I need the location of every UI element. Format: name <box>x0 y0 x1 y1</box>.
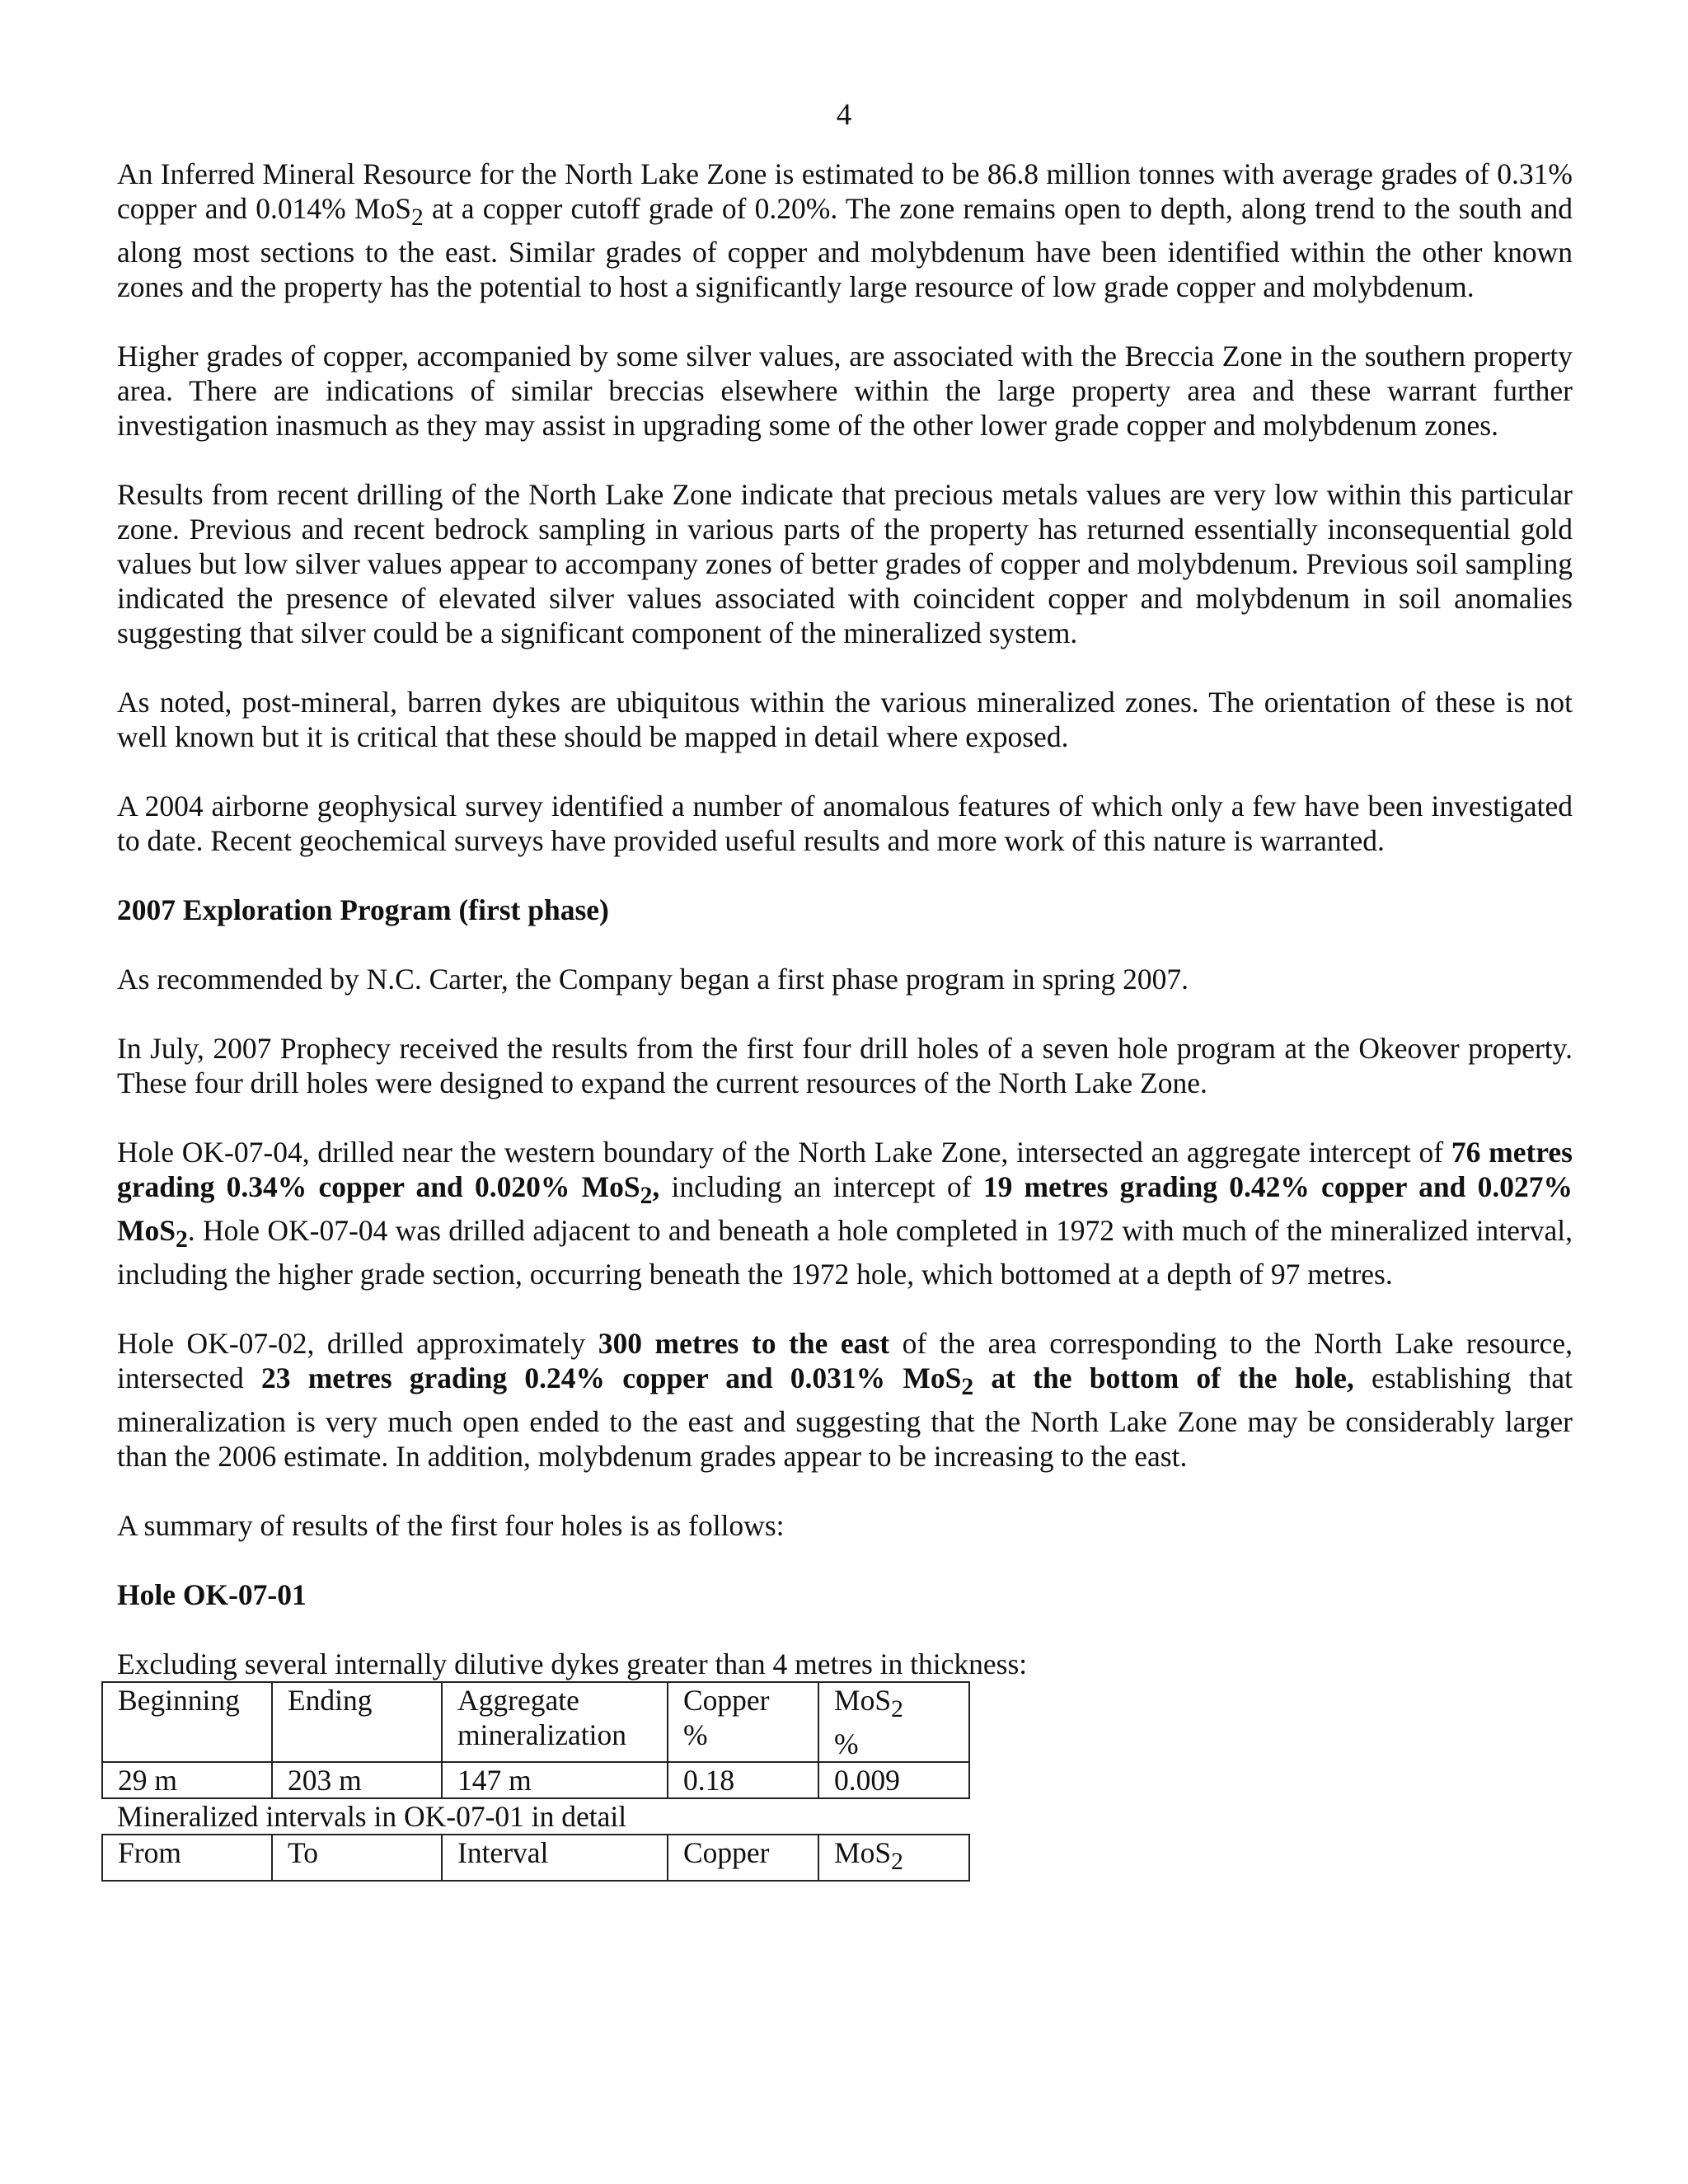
subscript: 2 <box>410 204 424 232</box>
header-cell: MoS$_2$ % <box>818 1682 969 1762</box>
section-heading: 2007 Exploration Program (first phase) <box>117 893 609 927</box>
table-cell: 29 m <box>102 1762 272 1798</box>
paragraph-drill-results: In July, 2007 Prophecy received the results from the first four drill holes of a seven hole program at the Okeover property. These four drill holes were designed to expand the current resources of the North Lake Zone. <box>117 1032 1573 1100</box>
header-cell: Copper % <box>668 1682 818 1762</box>
document-body <box>117 157 1573 1882</box>
bold-run: 23 metres grading 0.24% copper and 0.031% MoS <box>260 1361 962 1395</box>
bold-run: 300 metres to the east <box>598 1327 890 1361</box>
header-cell: MoS$_2$ <box>818 1835 969 1880</box>
text-run: Hole OK-07-02, drilled approximately <box>117 1327 598 1361</box>
table-cell: 147 m <box>442 1762 668 1798</box>
paragraph-ok-07-02 <box>117 1326 1573 1474</box>
text-run: . Hole OK-07-04 was drilled adjacent to and beneath a hole completed in 1972 with much of the mineralized interval, including the higher grade section, occurring beneath the 1972 hole, which bottomed at a depth of 97 metres. <box>117 1214 1573 1291</box>
header-cell: Interval <box>442 1835 668 1880</box>
table-cell: 0.009 <box>818 1762 969 1798</box>
paragraph-precious-metals: Results from recent drilling of the North Lake Zone indicate that precious metals values are very low within this particular zone. Previous and recent bedrock sampling in various parts of the property has returned essentially inconsequential gold values but low silver values appear to accompany zones of better grades of copper and molybdenum. Previous soil sampling indicated the presence of elevated silver values associated with coincident copper and molybdenum in soil anomalies suggesting that silver could be a significant component of the mineralized system. <box>117 478 1573 650</box>
table-row <box>102 1762 969 1798</box>
text-run: establishing that mineralization is very much open ended to the east and suggesting that the North Lake Zone may be considerably larger than the 2006 estimate. In addition, molybdenum grades appear to be increasing to the east. <box>117 1361 1573 1474</box>
aggregate-table <box>101 1681 970 1799</box>
header-cell: Ending <box>272 1682 442 1762</box>
table-lead: Excluding several internally dilutive dykes greater than 4 metres in thickness: <box>117 1647 1028 1681</box>
text-run: including an intercept of <box>659 1170 983 1204</box>
text-run: An Inferred Mineral Resource for the North Lake Zone is estimated to be 86.8 million tonnes with average grades of 0.31% copper and 0.014% MoS <box>117 157 1573 225</box>
subscript: 2 <box>961 1374 974 1401</box>
table-caption: Mineralized intervals in OK-07-01 in detail <box>117 1800 627 1834</box>
paragraph-summary: A summary of results of the first four holes is as follows: <box>117 1509 785 1543</box>
header-cell: Copper <box>668 1835 818 1880</box>
paragraph-geophysics: A 2004 airborne geophysical survey identified a number of anomalous features of which only a few have been investigated to date. Recent geochemical surveys have provided useful results and more work of this nature is warranted. <box>117 790 1573 858</box>
subscript: 2 <box>176 1226 188 1254</box>
paragraph-resource <box>117 157 1573 304</box>
paragraph-breccia: Higher grades of copper, accompanied by some silver values, are associated with the Breccia Zone in the southern property area. There are indications of similar breccias elsewhere within the large property area and these warrant further investigation inasmuch as they may assist in upgrading some of the other lower grade copper and molybdenum zones. <box>117 340 1573 443</box>
header-cell: From <box>102 1835 272 1880</box>
table-cell: 203 m <box>272 1762 442 1798</box>
subscript: 2 <box>640 1183 653 1210</box>
page-number: 4 <box>836 98 852 132</box>
table-cell: 0.18 <box>668 1762 818 1798</box>
bold-run: 76 metres grading 0.34% copper and 0.020% MoS <box>117 1136 1573 1204</box>
table-header-row <box>102 1682 969 1762</box>
text-run: at a copper cutoff grade of 0.20%. The zone remains open to depth, along trend to the south and along most sections to the east. Similar grades of copper and molybdenum have been identified within the other known zones and the property has the potential to host a significantly large resource of low grade copper and molybdenum. <box>117 192 1573 304</box>
table-header-row <box>102 1835 969 1880</box>
bold-run: at the bottom of the hole, <box>973 1361 1354 1395</box>
paragraph-recommendation: As recommended by N.C. Carter, the Company began a first phase program in spring 2007. <box>117 963 1189 996</box>
header-cell: To <box>272 1835 442 1880</box>
text-run: of the area corresponding to the North Lake resource, intersected <box>117 1327 1573 1395</box>
paragraph-dykes: As noted, post-mineral, barren dykes are ubiquitous within the various mineralized zones. The orientation of these is not well known but it is critical that these should be mapped in detail where exposed. <box>117 686 1573 754</box>
intervals-table <box>101 1834 970 1881</box>
bold-run: , <box>652 1170 660 1204</box>
bold-run: 19 metres grading 0.42% copper and 0.027% MoS <box>117 1170 1573 1248</box>
header-cell: Aggregate mineralization <box>442 1682 668 1762</box>
text-run: Hole OK-07-04, drilled near the western boundary of the North Lake Zone, intersected an aggregate intercept of <box>117 1136 1451 1169</box>
paragraph-ok-07-04 <box>117 1135 1573 1291</box>
hole-heading: Hole OK-07-01 <box>117 1578 307 1612</box>
header-cell: Beginning <box>102 1682 272 1762</box>
